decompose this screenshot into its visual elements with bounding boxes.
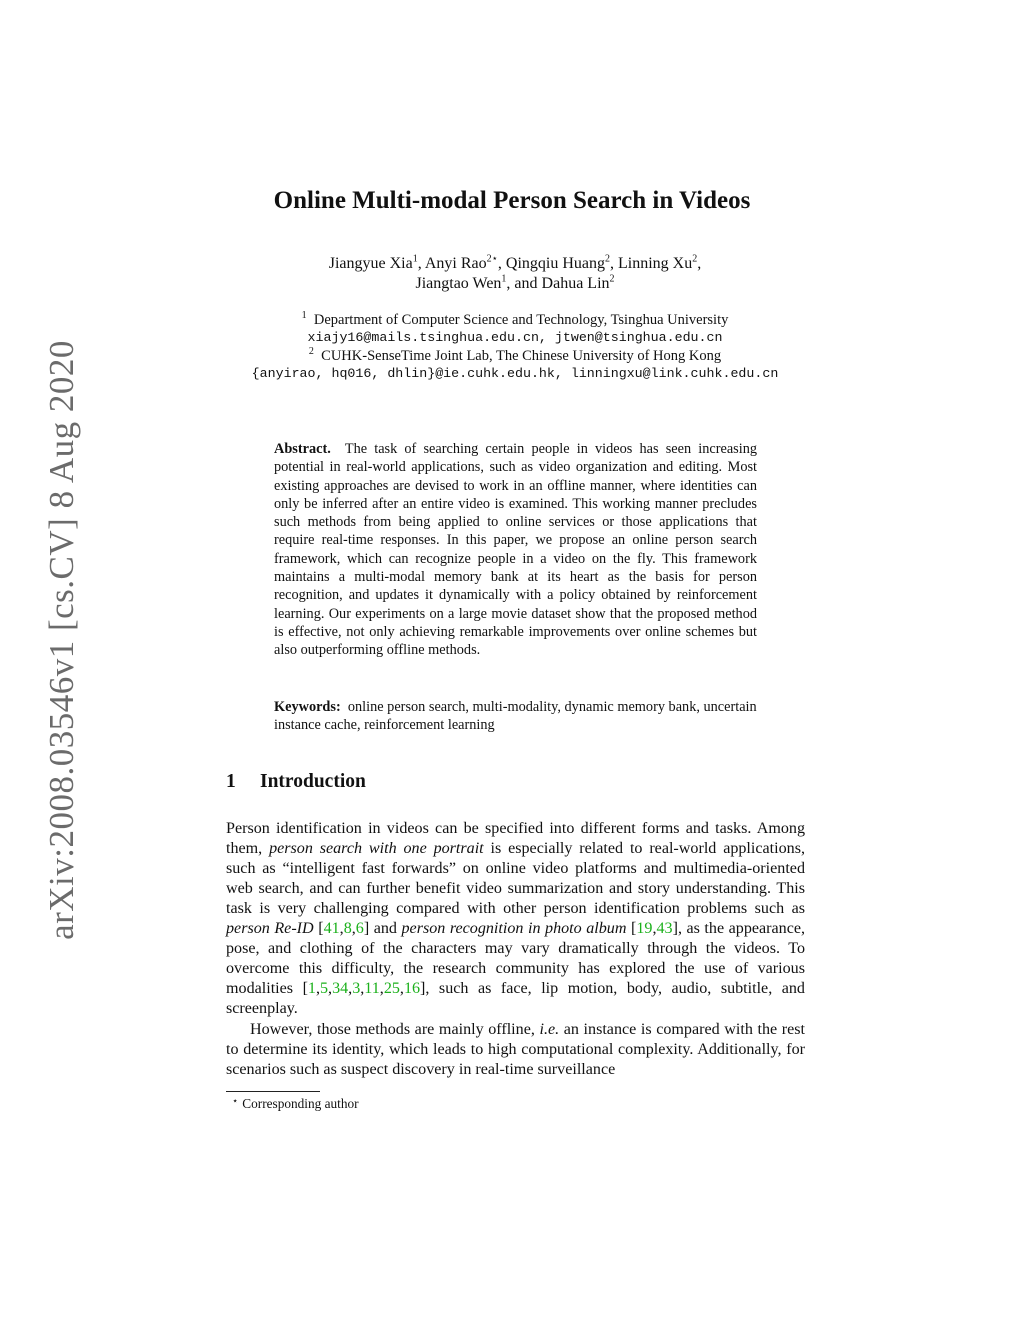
- affiliation-2-emails: {anyirao, hq016, dhlin}@ie.cuhk.edu.hk, linningxu@link.cuhk.edu.cn: [251, 366, 779, 381]
- author-affiliation-mark: 2: [692, 253, 698, 265]
- emphasis-text: person Re-ID: [226, 920, 314, 937]
- affiliation-mark: 2: [308, 346, 314, 358]
- section-title: Introduction: [260, 771, 366, 792]
- intro-paragraph-2: [226, 1020, 805, 1080]
- keywords: [274, 698, 767, 735]
- emphasis-text: person recognition in photo album: [401, 920, 627, 937]
- citation-link[interactable]: 3: [352, 980, 361, 997]
- citation-link[interactable]: 43: [656, 920, 673, 937]
- footnote-divider: [226, 1091, 320, 1092]
- citation-link[interactable]: 5: [320, 980, 329, 997]
- affiliation-2: [180, 347, 850, 365]
- section-heading: [226, 771, 366, 793]
- paragraph-text: is especially related to real-world applications, such as “intelligent fast forwards” on online video platforms and multimedia-oriented web search, and can further benefit video summarization and story understanding. This task is very challenging compared with other person identification problems such as: [226, 840, 805, 917]
- abstract: [274, 440, 757, 660]
- author-separator: ,: [497, 255, 506, 272]
- affiliation-text: CUHK-SenseTime Joint Lab, The Chinese University of Hong Kong: [321, 348, 722, 364]
- author-separator: , and: [506, 275, 542, 292]
- footnote: [232, 1096, 359, 1112]
- citation-link[interactable]: 19: [636, 920, 653, 937]
- abstract-text: The task of searching certain people in videos has seen increasing potential in real-world applications, such as video organization and editing. Most existing approaches are devised to work in an offline manner, where identities can only be inferred after an entire video is examined. This working manner precludes such methods from being applied to online services or those applications that require real-time responses. In this paper, we propose an online person search framework, which can recognize people in a video on the fly. This framework maintains a multi-modal memory bank at its heart as the basis for person recognition, and updates it dynamically with a policy obtained by reinforcement learning. Our experiments on a large movie dataset show that the proposed method is effective, not only achieving remarkable improvements over online schemes but also outperforming offline methods.: [274, 441, 757, 659]
- author-affiliation-mark: 1: [412, 253, 418, 265]
- paragraph-text: , such as face, lip motion, body, audio, subtitle, and screenplay.: [226, 980, 805, 1017]
- author-affiliation-mark: 2: [605, 253, 611, 265]
- citation-link[interactable]: 34: [332, 980, 349, 997]
- author-name: Linning Xu: [618, 255, 693, 272]
- author-name: Dahua Lin: [541, 275, 610, 292]
- citation-link[interactable]: 25: [383, 980, 400, 997]
- paragraph-text: Person identification in videos can be specified into different forms and tasks. Among them,: [226, 820, 805, 857]
- citation-group: [1,5,34,3,11,25,16]: [302, 980, 426, 997]
- paper-title: Online Multi-modal Person Search in Videos: [273, 187, 751, 214]
- paragraph-text: an instance is compared with the rest to determine its identity, which leads to high computational complexity. Additionally, for scenarios such as suspect discovery in real-time surveillance: [226, 1021, 805, 1078]
- citation-group: [41,8,6]: [318, 920, 370, 937]
- author-name: Jiangyue Xia: [328, 255, 413, 272]
- author-name: Qingqiu Huang: [505, 255, 606, 272]
- author-list: [200, 254, 830, 294]
- footnote-mark: ⋆: [232, 1096, 239, 1107]
- affiliation-1-emails: xiajy16@mails.tsinghua.edu.cn, jtwen@tsinghua.edu.cn: [307, 330, 723, 345]
- author-separator: ,: [610, 255, 619, 272]
- author-name: Anyi Rao: [424, 255, 487, 272]
- section-number: 1: [226, 771, 236, 792]
- citation-link[interactable]: 11: [364, 980, 380, 997]
- author-name: Jiangtao Wen: [415, 275, 502, 292]
- citation-link[interactable]: 8: [343, 920, 352, 937]
- affiliation-mark: 1: [301, 310, 307, 322]
- affiliations: [180, 311, 850, 383]
- citation-link[interactable]: 6: [355, 920, 364, 937]
- emphasis-text: i.e.: [539, 1021, 560, 1038]
- emphasis-text: person search with one portrait: [269, 840, 484, 857]
- footnote-text: Corresponding author: [242, 1096, 359, 1111]
- keywords-label: Keywords:: [274, 699, 341, 715]
- paragraph-text: , as the appearance, pose, and clothing of the characters may vary dramatically through the videos. To overcome this difficulty, the research community has explored the use of various modalities: [226, 920, 806, 997]
- citation-link[interactable]: 1: [307, 980, 316, 997]
- author-affiliation-mark: 2: [609, 273, 615, 285]
- paragraph-text: However, those methods are mainly offline,: [250, 1021, 540, 1038]
- affiliation-text: Department of Computer Science and Technology, Tsinghua University: [313, 312, 729, 328]
- author-separator: ,: [697, 255, 702, 272]
- citation-group: [19,43]: [631, 920, 678, 937]
- intro-paragraph-1: [226, 819, 805, 1019]
- citation-link[interactable]: 41: [323, 920, 340, 937]
- keywords-text: online person search, multi-modality, dynamic memory bank, uncertain instance cache, reinforcement learning: [274, 699, 757, 734]
- citation-link[interactable]: 16: [403, 980, 421, 997]
- affiliation-1: [180, 311, 850, 329]
- author-separator: ,: [417, 255, 425, 272]
- author-affiliation-mark: 2⋆: [486, 253, 498, 265]
- paragraph-text: and: [369, 920, 402, 937]
- arxiv-identifier: arXiv:2008.03546v1 [cs.CV] 8 Aug 2020: [42, 340, 81, 940]
- author-affiliation-mark: 1: [501, 273, 507, 285]
- abstract-label: Abstract.: [274, 441, 331, 457]
